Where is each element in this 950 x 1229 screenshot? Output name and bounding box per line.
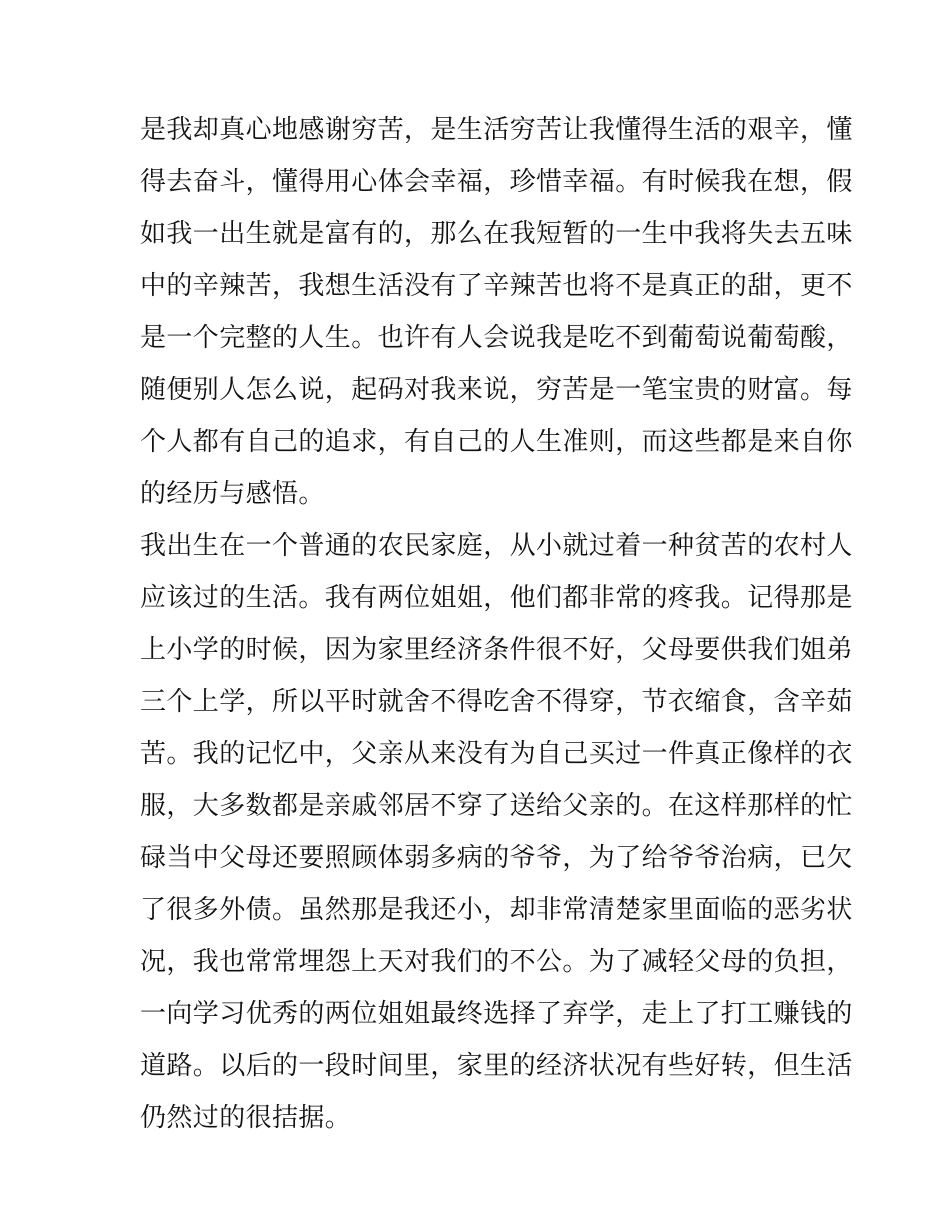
text-line: 况，我也常常埋怨上天对我们的不公。为了减轻父母的负担， (140, 947, 853, 977)
text-line: 了很多外债。虽然那是我还小，却非常清楚家里面临的恶劣状 (140, 895, 853, 925)
text-line: 是我却真心地感谢穷苦，是生活穷苦让我懂得生活的艰辛，懂 (140, 115, 853, 145)
text-line: 我出生在一个普通的农民家庭，从小就过着一种贫苦的农村人 (140, 531, 853, 561)
text-line: 如我一出生就是富有的，那么在我短暂的一生中我将失去五味 (140, 219, 853, 249)
text-line: 中的辛辣苦，我想生活没有了辛辣苦也将不是真正的甜，更不 (140, 271, 853, 301)
paragraph-1 (140, 104, 853, 520)
text-line: 碌当中父母还要照顾体弱多病的爷爷，为了给爷爷治病，已欠 (140, 843, 853, 873)
document-body (140, 104, 853, 1144)
text-line: 得去奋斗，懂得用心体会幸福，珍惜幸福。有时候我在想，假 (140, 167, 853, 197)
text-line: 仍然过的很拮据。 (140, 1103, 352, 1133)
text-line: 道路。以后的一段时间里，家里的经济状况有些好转，但生活 (140, 1051, 853, 1081)
text-line: 是一个完整的人生。也许有人会说我是吃不到葡萄说葡萄酸， (140, 323, 853, 353)
text-line: 一向学习优秀的两位姐姐最终选择了弃学，走上了打工赚钱的 (140, 999, 853, 1029)
text-line: 上小学的时候，因为家里经济条件很不好，父母要供我们姐弟 (140, 635, 853, 665)
paragraph-2 (140, 520, 853, 1144)
text-line: 服，大多数都是亲戚邻居不穿了送给父亲的。在这样那样的忙 (140, 791, 853, 821)
text-line: 应该过的生活。我有两位姐姐，他们都非常的疼我。记得那是 (140, 583, 853, 613)
text-line: 随便别人怎么说，起码对我来说，穷苦是一笔宝贵的财富。每 (140, 375, 853, 405)
text-line: 的经历与感悟。 (140, 479, 325, 509)
text-line: 苦。我的记忆中，父亲从来没有为自己买过一件真正像样的衣 (140, 739, 853, 769)
text-line: 三个上学，所以平时就舍不得吃舍不得穿，节衣缩食，含辛茹 (140, 687, 853, 717)
text-line: 个人都有自己的追求，有自己的人生准则，而这些都是来自你 (140, 427, 853, 457)
